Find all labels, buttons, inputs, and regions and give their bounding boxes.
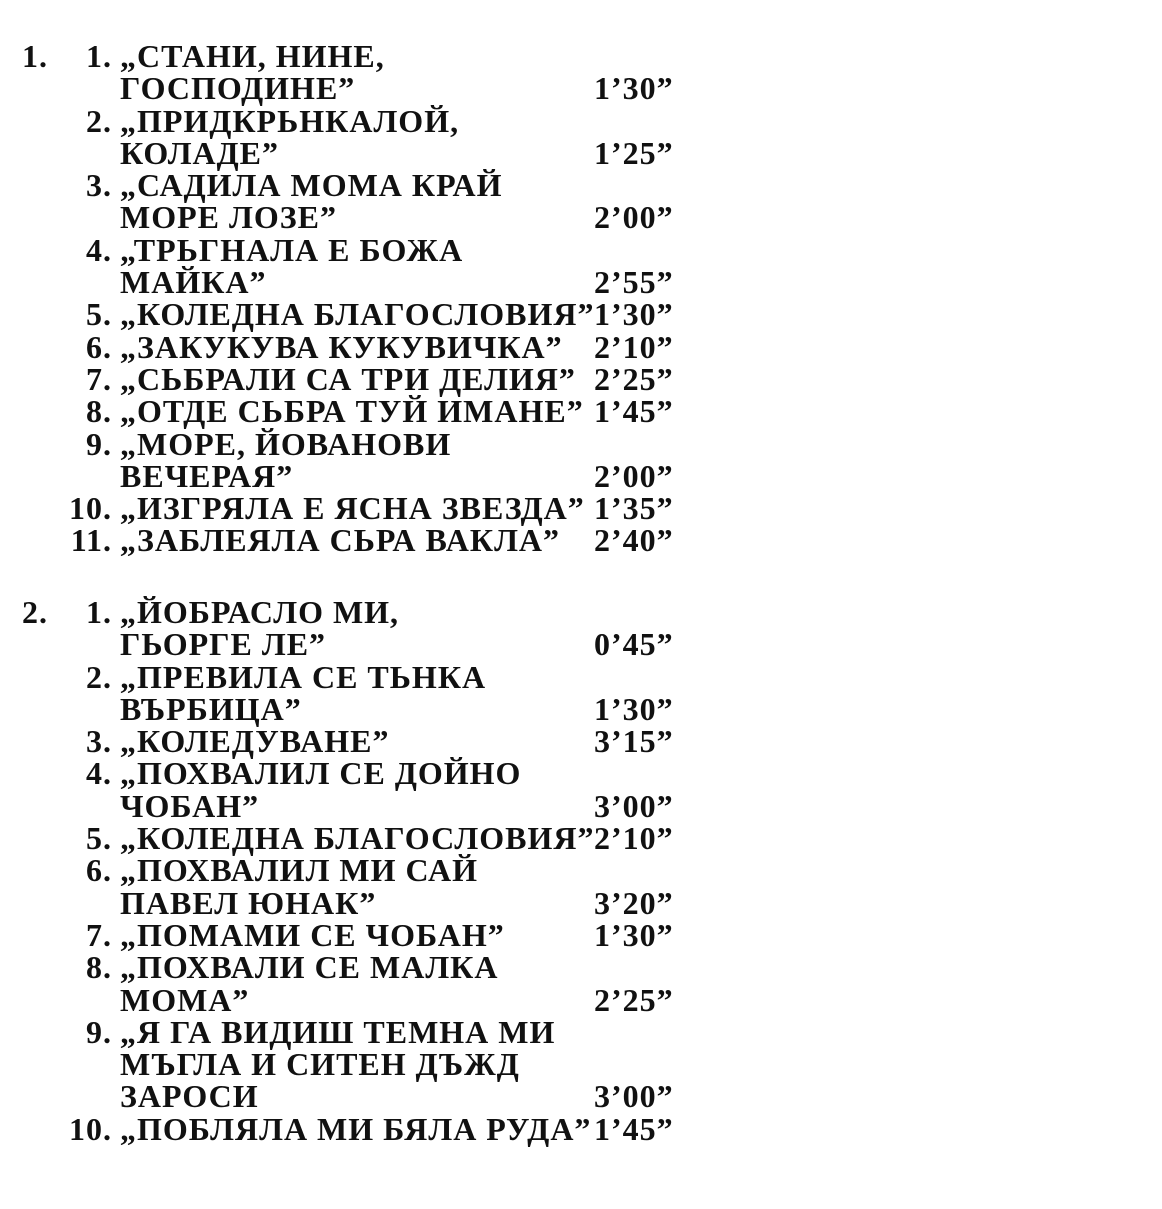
track-title: ПАВЕЛ ЮНАК” [120,884,377,921]
track-entry [22,102,722,171]
track-number: 8. [86,949,112,986]
track-entry [22,522,722,559]
track-title: МОРЕ ЛОЗЕ” [120,199,337,236]
track-number: 1. [86,38,112,74]
track-title: ЗАРОСИ [120,1078,259,1115]
track-number: 2. [86,658,112,695]
track-title: „СЬБРАЛИ СА ТРИ ДЕЛИЯ” [120,360,576,397]
track-duration: 2’25” [594,360,674,397]
track-title: КОЛАДЕ” [120,134,280,171]
track-entry [22,360,722,397]
track-title-line [22,1110,722,1147]
track-entry [22,723,722,760]
track-number: 3. [86,167,112,204]
track-number: 8. [86,393,112,430]
track-number: 9. [86,425,112,462]
track-number: 5. [86,820,112,857]
track-title: „ОТДЕ СЬБРА ТУЙ ИМАНЕ” [120,393,584,430]
track-duration: 2’10” [594,820,674,857]
track-entry [22,916,722,953]
track-entry [22,296,722,333]
track-title-line [22,134,722,171]
track-duration: 2’40” [594,522,674,559]
track-title: „КОЛЕДНА БЛАГОСЛОВИЯ” [120,296,595,333]
track-entry [22,169,722,234]
side-2-tracklist [22,596,722,1145]
track-title: МАЙКА” [120,264,267,301]
track-title: „ПОМАМИ СЕ ЧОБАН” [120,916,505,953]
track-duration: 3’20” [594,884,674,921]
track-entry [22,757,722,822]
side-label: 2. [22,594,48,630]
track-title: „ЗАКУКУВА КУКУВИЧКА” [120,328,563,365]
track-duration: 1’45” [594,1110,674,1147]
track-entry [22,1110,722,1147]
track-title-line [22,755,722,792]
track-duration: 1’30” [594,690,674,727]
track-number: 7. [86,916,112,953]
track-number: 10. [69,490,112,527]
track-title-line [22,981,722,1018]
track-title-line [22,264,722,301]
track-title: ГОСПОДИНЕ” [120,70,356,107]
track-title-line [22,596,722,628]
track-title: „ЙОБРАСЛО МИ, [120,594,400,630]
track-title-line [22,1078,722,1115]
track-title-line [22,199,722,236]
track-title-line [22,102,722,139]
track-entry [22,854,722,919]
track-title: „КОЛЕДНА БЛАГОСЛОВИЯ” [120,820,595,857]
track-entry [22,951,722,1016]
track-title: „ТРЬГНАЛА Е БОЖА [120,231,464,268]
track-title: „ПОХВАЛИЛ СЕ ДОЙНО [120,755,522,792]
track-title: „МОРЕ, ЙОВАНОВИ [120,425,452,462]
track-title-line [22,40,722,72]
track-title-line [22,949,722,986]
track-title-line [22,690,722,727]
track-title: ВЕЧЕРАЯ” [120,457,294,494]
track-duration: 1’30” [594,296,674,333]
track-entry [22,231,722,301]
track-duration: 1’45” [594,393,674,430]
track-entry [22,328,722,365]
track-title-line [22,360,722,397]
track-title-line [22,296,722,333]
track-entry [22,596,722,661]
track-duration: 3’00” [594,1078,674,1115]
track-number: 10. [69,1110,112,1147]
track-title: „СТАНИ, НИНЕ, [120,38,385,74]
track-title-line [22,916,722,953]
side-label: 1. [22,38,48,74]
track-title-line [22,787,722,824]
track-title: „ЗАБЛЕЯЛА СЬРА ВАКЛА” [120,522,561,559]
track-title: ЧОБАН” [120,787,260,824]
track-title-line [22,328,722,365]
track-title-line [22,1046,722,1083]
track-entry [22,425,722,494]
track-duration: 0’45” [594,626,674,663]
track-number: 4. [86,231,112,268]
track-title-line [22,626,722,663]
track-duration: 2’25” [594,981,674,1018]
track-title: „ПРЕВИЛА СЕ ТЬНКА [120,658,487,695]
track-title: „ПОХВАЛИЛ МИ САЙ [120,852,479,889]
track-title-line [22,723,722,760]
track-title-line [22,852,722,889]
track-entry [22,1013,722,1115]
track-title: „ПОБЛЯЛА МИ БЯЛА РУДА” [120,1110,592,1147]
track-entry [22,40,722,105]
track-title: „ИЗГРЯЛА Е ЯСНА ЗВЕЗДА” [120,490,585,527]
track-duration: 1’35” [594,490,674,527]
track-title: МЪГЛА И СИТЕН ДЪЖД [120,1046,520,1083]
track-title-line [22,167,722,204]
track-title-line [22,70,722,107]
track-title: „ПОХВАЛИ СЕ МАЛКА [120,949,499,986]
track-number: 6. [86,852,112,889]
track-duration: 3’15” [594,723,674,760]
track-entry [22,658,722,727]
track-title: „САДИЛА МОМА КРАЙ [120,167,503,204]
side-1-tracklist [22,40,722,557]
track-title-line [22,522,722,559]
track-title-line [22,425,722,462]
track-number: 5. [86,296,112,333]
track-title-line [22,457,722,494]
track-duration: 2’55” [594,264,674,301]
track-duration: 2’10” [594,328,674,365]
track-number: 11. [70,522,112,559]
track-duration: 2’00” [594,457,674,494]
track-duration: 1’30” [594,70,674,107]
track-number: 6. [86,328,112,365]
track-number: 4. [86,755,112,792]
track-number: 2. [86,102,112,139]
track-duration: 3’00” [594,787,674,824]
track-title: „КОЛЕДУВАНЕ” [120,723,390,760]
track-title-line [22,820,722,857]
track-number: 3. [86,723,112,760]
track-entry [22,393,722,430]
track-duration: 2’00” [594,199,674,236]
track-title-line [22,884,722,921]
track-title-line [22,658,722,695]
track-title: ГЬОРГЕ ЛЕ” [120,626,327,663]
track-title: „ПРИДКРЬНКАЛОЙ, [120,102,460,139]
track-title: ВЪРБИЦА” [120,690,302,727]
track-title: МОМА” [120,981,250,1018]
track-title-line [22,231,722,268]
track-number: 7. [86,360,112,397]
track-title: „Я ГА ВИДИШ ТЕМНА МИ [120,1013,556,1050]
track-title-line [22,393,722,430]
track-entry [22,820,722,857]
track-entry [22,490,722,527]
track-number: 1. [86,594,112,630]
track-title-line [22,1013,722,1050]
track-number: 9. [86,1013,112,1050]
track-duration: 1’30” [594,916,674,953]
track-duration: 1’25” [594,134,674,171]
track-title-line [22,490,722,527]
